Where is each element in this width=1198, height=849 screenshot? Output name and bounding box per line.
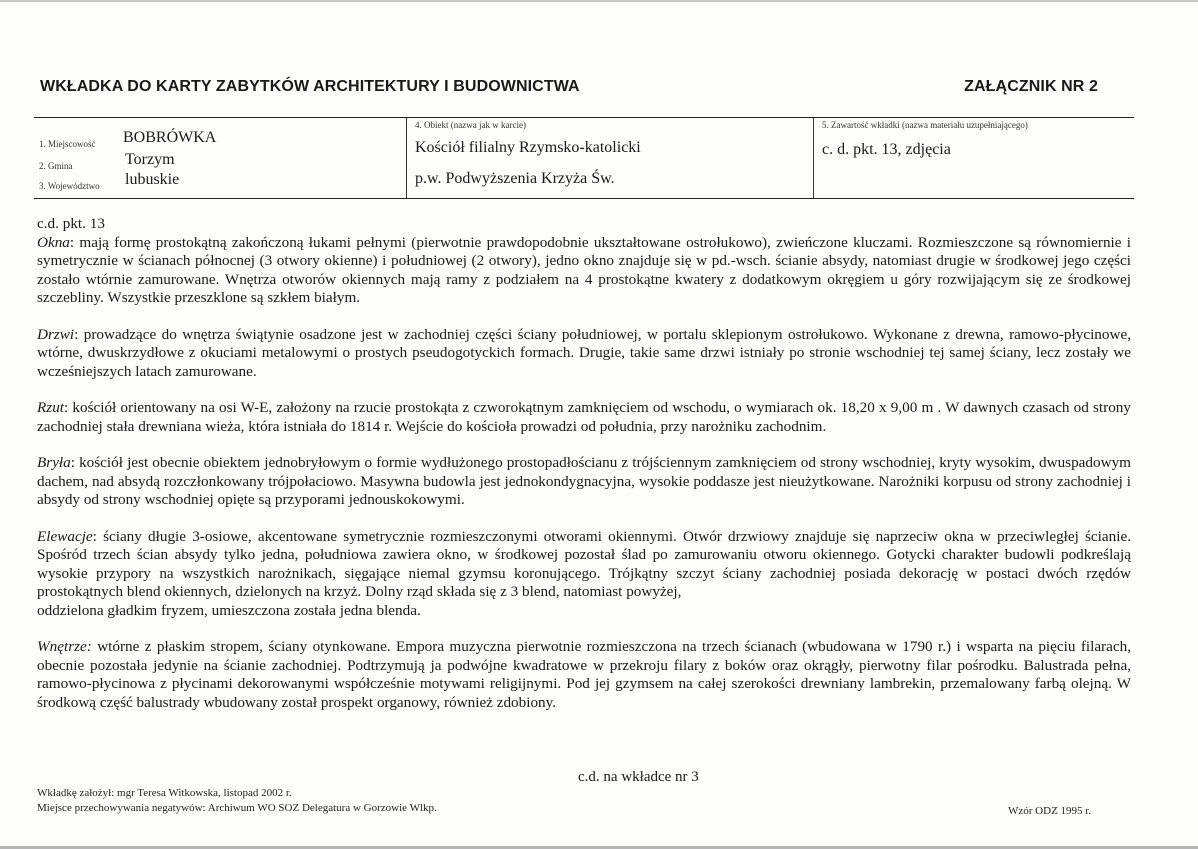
gmina-value: Torzym — [125, 151, 175, 168]
wojewodztwo-value: lubuskie — [125, 171, 180, 188]
bryla-heading: Bryła — [37, 454, 71, 471]
rzut-text: : kościół orientowany na osi W-E, założony na rzucie prostokąta z czworokątnym zamknięciem od wschodu, o wymiarach ok. 18,20 x 9,00 m . W dawnych czasach od strony zachodniej stała drewniana wieża, która istniała do 1814 r. Wejście do kościoła prowadzi od południa, przy narożniku zachodnim. — [37, 399, 1131, 435]
obiekt-name: Kościół filialny Rzymsko-katolicki — [415, 139, 641, 156]
drzwi-text: : prowadzące do wnętrza świątynie osadzone jest w zachodniej części ściany południowej, w portalu sklepionym ostrołukowo. Wykonane z drewna, ramowo-płycinowe, wtórne, dwuskrzydłowe z okuciami metalowymi o prostych pseudogotyckich formach. Drugie, takie same drzwi istniały po stronie wschodniej tej samej ściany, lecz zostały we wcześniejszych latach zamurowane. — [37, 325, 1131, 380]
paragraph-okna — [37, 215, 1131, 308]
miejscowosc-label: 1. Miejscowość — [39, 139, 96, 149]
wojewodztwo-label: 3. Województwo — [39, 181, 100, 191]
form-template-note: Wzór ODZ 1995 r. — [1008, 805, 1092, 817]
rzut-heading: Rzut — [37, 399, 65, 416]
negatives-storage-note: Miejsce przechowywania negatywów: Archiwum WO SOZ Delegatura w Gorzowie Wlkp. — [37, 802, 437, 814]
elewacje-heading: Elewacje — [37, 527, 93, 545]
object-column — [406, 118, 813, 198]
paragraph-rzut — [37, 399, 1131, 436]
document-title: WKŁADKA DO KARTY ZABYTKÓW ARCHITEKTURY I BUDOWNICTWA — [40, 78, 580, 95]
elewacje-text-continued: oddzielona gładkim fryzem, umieszczona została jedna blenda. — [37, 601, 421, 619]
gmina-row — [39, 151, 175, 174]
obiekt-label: 4. Obiekt (nazwa jak w karcie) — [415, 120, 526, 130]
wojewodztwo-row — [39, 171, 180, 194]
author-note: Wkładkę założył: mgr Teresa Witkowska, listopad 2002 r. — [37, 787, 292, 799]
wnetrze-heading: Wnętrze: — [37, 638, 92, 655]
paragraph-wnetrze — [37, 638, 1131, 712]
miejscowosc-row — [39, 129, 217, 152]
paragraph-elewacje — [37, 528, 1131, 602]
wnetrze-text: wtórne z płaskim stropem, ściany otynkowane. Empora muzyczna pierwotnie rozmieszczona na trzech ścianach (wbudowana w 1790 r.) i wsparta na pięciu filarach, obecnie pozostała jedynie na ścianie zachodniej. Podtrzymują ja podwójne kwadratowe w przekroju filary z boków oraz okrągły, pierwotny filar pośrodku. Balustrada pełna, ramowo-płycinowa z płycinami dekorowanymi współcześnie motywami religijnymi. Pod jej gzymsem na całej szerokości drewniany lambrekin, przemalowany farbą olejną. W środkową część balustrady wbudowany został prospekt organowy, również zdobiony. — [37, 638, 1131, 711]
attachment-number: ZAŁĄCZNIK NR 2 — [964, 78, 1098, 95]
okna-text: : mają formę prostokątną zakończoną łukami pełnymi (pierwotnie prawdopodobnie ukształtowane ostrołukowo), zwieńczone kluczami. Rozmieszczone są równomiernie i symetrycznie w ścianach północnej (3 otwory okienne) i południowej (2 otwory), jedno okno znajduje się w pd.-wsch. ścianie absydy, natomiast drugie w środkowej jego części zostało wtórnie zamurowane. Wnętrza otworów okiennych mają ramy z podziałem na 4 prostokątne kwatery z dodatkowym okręgiem u góry rozwijającym się ze środkowej szczebliny. Wszystkie przeszklone są szkłem białym. — [37, 233, 1131, 306]
miejscowosc-value: BOBRÓWKA — [123, 129, 217, 146]
gmina-label: 2. Gmina — [39, 161, 73, 171]
continuation-note: c.d. na wkładce nr 3 — [578, 769, 699, 785]
drzwi-heading: Drzwi — [37, 325, 75, 343]
section-reference: c.d. pkt. 13 — [37, 215, 105, 232]
zawartosc-value: c. d. pkt. 13, zdjęcia — [822, 141, 951, 158]
paragraph-drzwi — [37, 326, 1131, 382]
elewacje-text: : ściany długie 3-osiowe, akcentowane symetrycznie rozmieszczonymi otworami okiennymi. Otwór drzwiowy znajduje się naprzeciw okna w przeciwległej ścianie. Spośród trzech ścian absydy tylko jedna, południowa zawiera okno, w środkowej pozostał ślad po zamurowaniu otworu okiennego. Gotycki charakter budowli podkreślają wysokie przypory na wszystkich narożnikach, sięgające niemal gzymsu koronującego. Trójkątny szczyt ściany zachodniej posiada dekorację w postaci dwóch rzędów prostokątnych blend okiennych, dzielonych na krzyż. Dolny rząd składa się z 3 blend, natomiast powyżej, — [37, 527, 1131, 600]
document-body — [37, 215, 1131, 730]
contents-column — [813, 118, 1134, 198]
zawartosc-label: 5. Zawartość wkładki (nazwa materiału uzupełniającego) — [822, 120, 1028, 130]
bryla-text: : kościół jest obecnie obiektem jednobryłowym o formie wydłużonego prostopadłościanu z trójściennym zamknięciem od strony wschodniej, kryty wysokim, dwuspadowym dachem, nad absydą rozczłonkowany trójpołaciowo. Masywna budowla jest jednokondygnacyjna, wysokie poddasze jest nieużytkowane. Narożniki korpusu od strony zachodniej i absydy od strony wschodniej opięte są przyporami jednouskokowymi. — [37, 454, 1131, 508]
document-header — [40, 78, 1098, 100]
okna-heading: Okna — [37, 233, 70, 251]
obiekt-dedication: p.w. Podwyższenia Krzyża Św. — [415, 170, 615, 187]
paragraph-elewacje-cont — [37, 602, 1131, 621]
paragraph-bryla — [37, 454, 1131, 510]
location-column — [34, 118, 406, 198]
info-table — [34, 117, 1134, 199]
